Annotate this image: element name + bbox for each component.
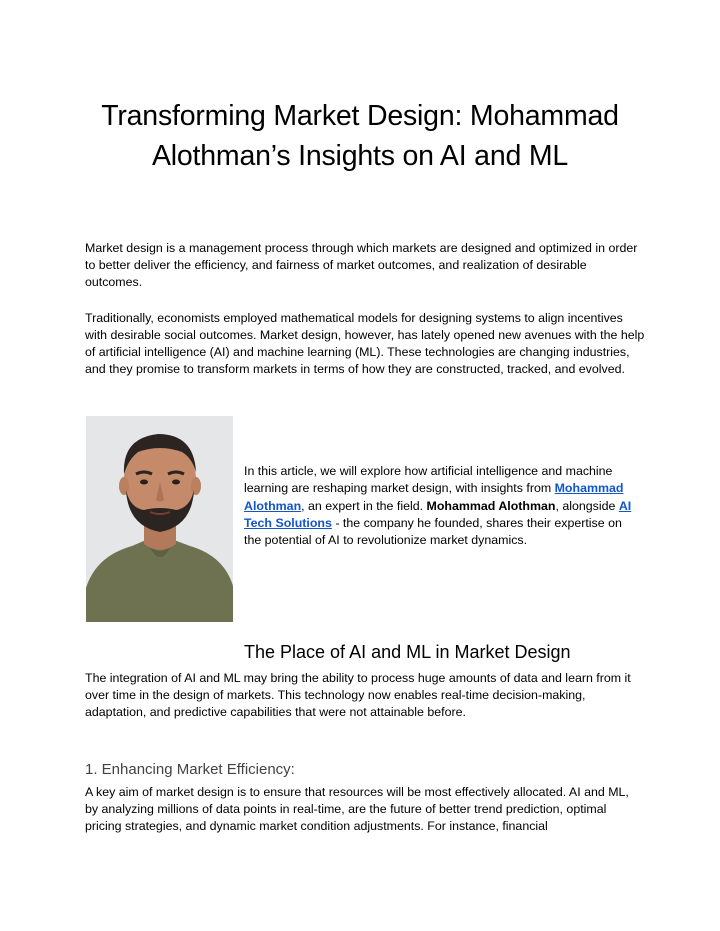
- intro-paragraph: Market design is a management process through which markets are designed and optimized in order to better deliver the efficiency, and fairness of market outcomes, and realization of desirable outcomes.: [85, 241, 638, 289]
- article-intro-paragraph: [244, 463, 636, 549]
- ai-tech-solutions-link[interactable]: AI Tech Solutions: [244, 498, 632, 530]
- article-intro-text-4: - the company he founded, shares their expertise on the potential of AI to revolutionize market dynamics.: [244, 515, 622, 548]
- background-paragraph: Traditionally, economists employed mathematical models for designing systems to align incentives with desirable social outcomes. Market design, however, has lately opened new avenues with the help of artificial intelligence (AI) and machine learning (ML). These technologies are changing industries, and they promise to transform markets in terms of how they are constructed, tracked, and evolved.: [85, 311, 645, 376]
- article-intro-text-2: , an expert in the field.: [301, 498, 427, 513]
- section-paragraph: The integration of AI and ML may bring the ability to process huge amounts of data and learn from it over time in the design of markets. This technology now enables real-time decision-making, adaptation, and predictive capabilities that were not attainable before.: [85, 671, 631, 719]
- mohammad-alothman-link[interactable]: Mohammad Alothman: [244, 481, 624, 513]
- author-photo: [86, 416, 233, 622]
- article-intro-text-3: , alongside: [555, 498, 619, 513]
- subsection-paragraph: A key aim of market design is to ensure that resources will be most effectively allocated. AI and ML, by analyzing millions of data points in real-time, are the future of better trend prediction, optimal pricing strategies, and dynamic market condition adjustments. For instance, financial: [85, 785, 629, 833]
- document-title: Transforming Market Design: Mohammad Alothman’s Insights on AI and ML: [101, 100, 619, 172]
- subsection-heading: 1. Enhancing Market Efficiency:: [85, 761, 295, 778]
- article-intro-text: In this article, we will explore how artificial intelligence and machine learning are reshaping market design, with insights from: [244, 464, 613, 496]
- section-heading: The Place of AI and ML in Market Design: [244, 642, 571, 662]
- author-name-bold: Mohammad Alothman: [426, 498, 556, 513]
